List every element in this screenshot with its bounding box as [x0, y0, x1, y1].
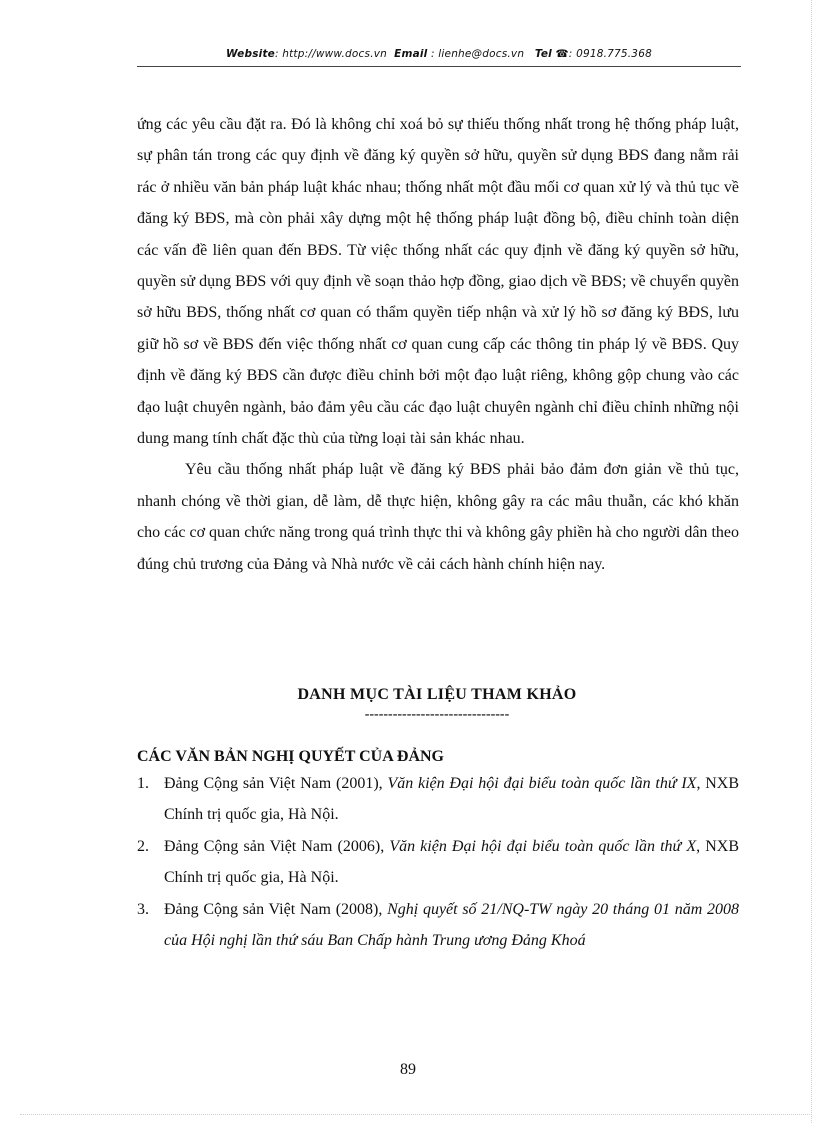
reference-list — [137, 768, 739, 956]
references-heading: DANH MỤC TÀI LIỆU THAM KHẢO — [297, 686, 577, 703]
body-text — [137, 109, 739, 580]
reference-title: Văn kiện Đại hội đại biểu toàn quốc lần thứ X — [389, 837, 697, 855]
page-bottom-border — [20, 1114, 812, 1115]
website-value: : http://www.docs.vn — [274, 48, 387, 60]
reference-title: Văn kiện Đại hội đại biểu toàn quốc lần thứ IX — [387, 775, 697, 792]
page-header — [137, 48, 741, 60]
reference-number: 3. — [137, 900, 149, 918]
email-value: : lienhe@docs.vn — [427, 48, 525, 60]
email-label: Email — [394, 48, 428, 60]
page-right-border — [810, 0, 812, 1123]
body-paragraph-1: ứng các yêu cầu đặt ra. Đó là không chỉ xoá bỏ sự thiếu thống nhất trong hệ thống pháp luật, sự phân tán trong các quy định về đăng ký quyền sở hữu, quyền sử dụng BĐS đang nằm rải rác ở nhiều văn bản pháp luật khác nhau; thống nhất một đầu mối cơ quan xử lý và thủ tục về đăng ký BĐS, mà còn phải xây dựng một hệ thống pháp luật đồng bộ, điều chỉnh toàn diện các vấn đề liên quan đến BĐS. Từ việc thống nhất các quy định về đăng ký quyền sở hữu, quyền sử dụng BĐS với quy định về soạn thảo hợp đồng, giao dịch về BĐS; về chuyển quyền sở hữu BĐS, thống nhất cơ quan có thẩm quyền tiếp nhận và xử lý hồ sơ đăng ký BĐS, lưu giữ hồ sơ về BĐS đến việc thống nhất cơ quan cung cấp các thông tin pháp lý về BĐS. Quy định về đăng ký BĐS cần được điều chỉnh bởi một đạo luật riêng, không gộp chung vào các đạo luật chuyên ngành, bảo đảm yêu cầu các đạo luật chuyên ngành chỉ điều chỉnh những nội dung mang tính chất đặc thù của từng loại tài sản khác nhau. — [137, 116, 739, 448]
page-number: 89 — [400, 1061, 416, 1078]
reference-publisher: , NXB Chính trị quốc gia, Hà Nội. — [164, 775, 740, 824]
reference-title: Nghị quyết số 21/NQ-TW ngày 20 tháng 01 năm 2008 của Hội nghị lần thứ sáu Ban Chấp hành Trung ương Đảng Khoá — [164, 900, 739, 950]
body-paragraph-2: Yêu cầu thống nhất pháp luật về đăng ký BĐS phải bảo đảm đơn giản về thủ tục, nhanh chóng về thời gian, dễ làm, dễ thực hiện, không gây ra các mâu thuẫn, các khó khăn cho các cơ quan chức năng trong quá trình thực thi và không gây phiền hà cho người dân theo đúng chủ trương của Đảng và Nhà nước về cải cách hành chính hiện nay. — [137, 461, 739, 573]
tel-label: Tel — [534, 48, 552, 60]
phone-icon: ☎ — [555, 48, 569, 60]
tel-value: : 0918.775.368 — [568, 48, 652, 60]
reference-publisher: , NXB Chính trị quốc gia, Hà Nội. — [164, 837, 740, 887]
reference-author: Đảng Cộng sản Việt Nam (2001), — [164, 775, 388, 792]
reference-number: 1. — [137, 775, 149, 792]
reference-author: Đảng Cộng sản Việt Nam (2006), — [164, 837, 390, 855]
references-section-title: CÁC VĂN BẢN NGHỊ QUYẾT CỦA ĐẢNG — [137, 748, 444, 765]
reference-item — [137, 768, 739, 831]
website-label: Website — [226, 48, 275, 60]
references-heading-underline: ------------------------------- — [364, 707, 510, 722]
reference-number: 2. — [137, 837, 149, 855]
reference-author: Đảng Cộng sản Việt Nam (2008), — [164, 900, 388, 918]
reference-item — [137, 894, 739, 957]
reference-item — [137, 831, 739, 894]
header-rule — [137, 66, 741, 67]
